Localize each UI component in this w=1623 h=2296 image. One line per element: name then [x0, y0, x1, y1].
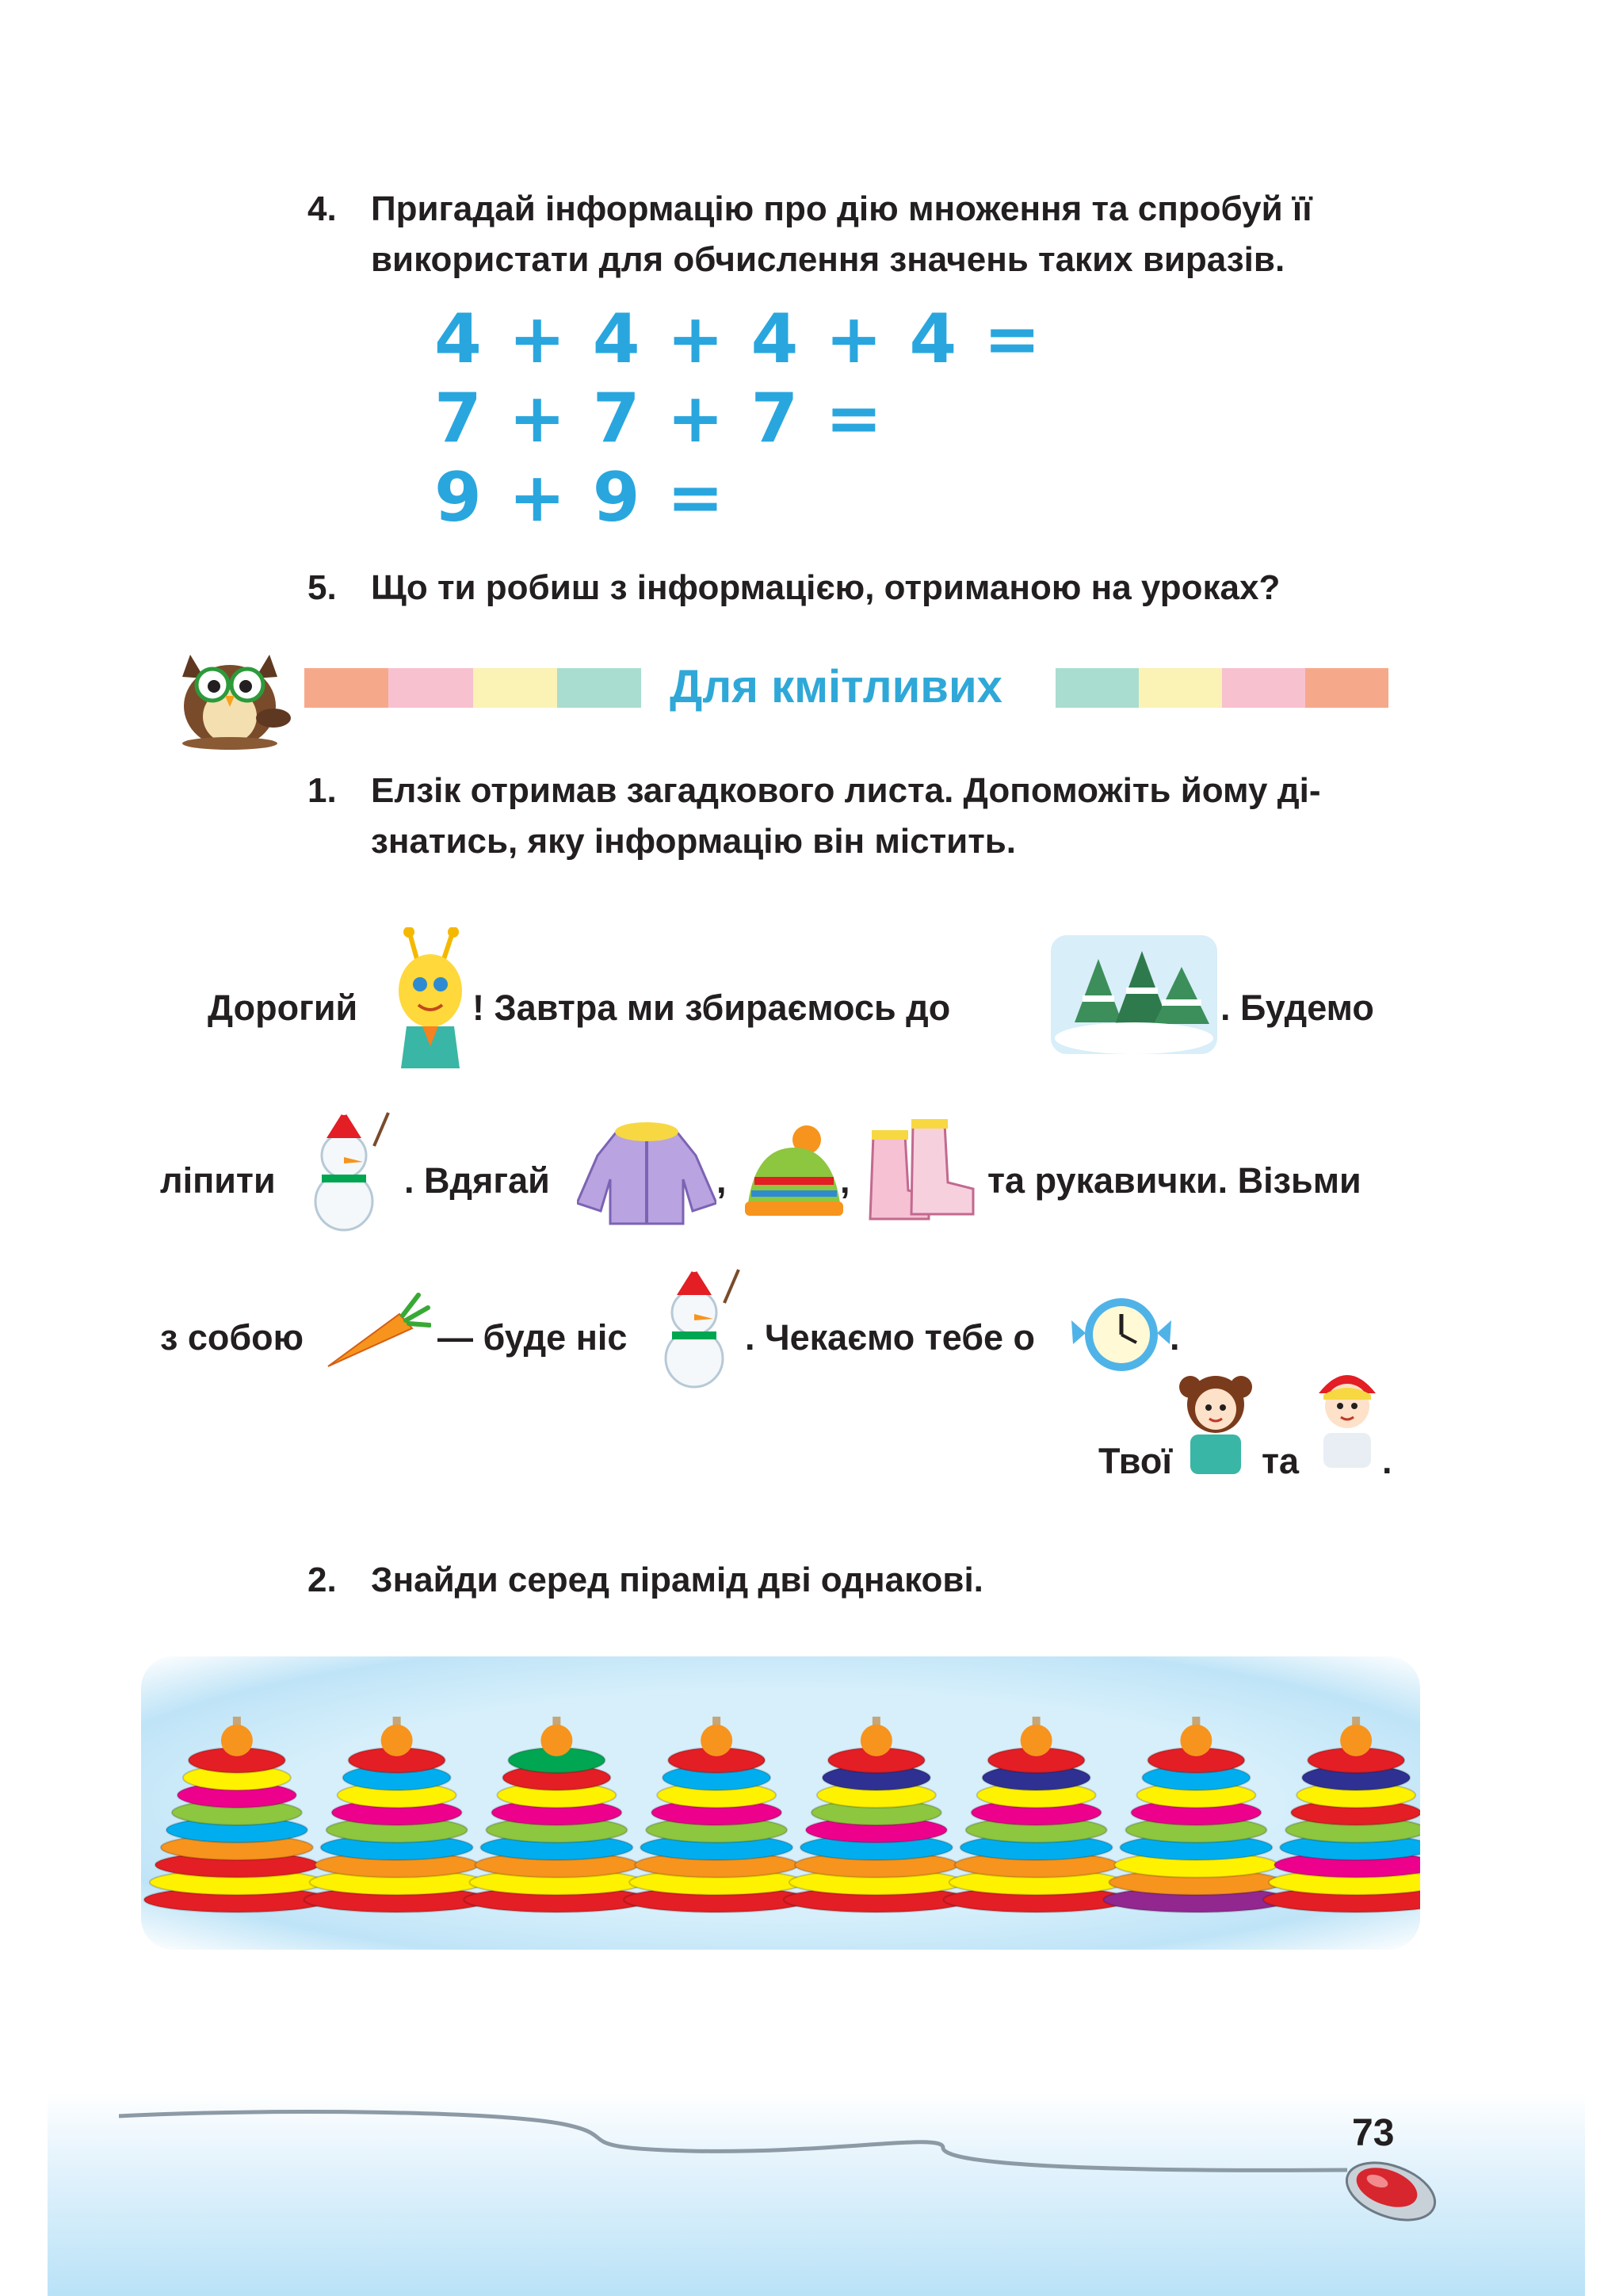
task-5-text — [307, 563, 1280, 613]
pyramid-knob — [381, 1725, 413, 1756]
puzzle-1-number: 1. — [307, 771, 337, 810]
pyramid-knob — [1021, 1725, 1052, 1756]
letter-word: . Будемо — [1220, 988, 1374, 1028]
puzzle-1-line-1: Елзік отримав загадкового листа. Допоможіть йому ді- — [371, 771, 1321, 810]
elzik-character-icon — [387, 927, 474, 1070]
girl-character-icon — [1176, 1363, 1255, 1474]
stripe-segment — [1305, 668, 1388, 708]
letter-word: та рукавички. Візьми — [987, 1160, 1361, 1201]
stripe-segment — [1056, 668, 1139, 708]
puzzle-2-text — [307, 1555, 983, 1606]
puzzle-2-question: Знайди серед пірамід дві однакові. — [371, 1561, 983, 1599]
stripe-segment — [304, 668, 388, 708]
task-5-number: 5. — [307, 568, 337, 607]
stripe-segment — [1139, 668, 1222, 708]
task-4-number: 4. — [307, 189, 337, 228]
task-4-line-1: Пригадай інформацію про дію множення та спробуй її — [371, 189, 1312, 228]
pyramid[interactable] — [464, 1717, 649, 1912]
pyramid-knob — [1340, 1725, 1372, 1756]
owl-icon — [158, 631, 301, 750]
letter-word: Твої — [1098, 1441, 1172, 1481]
letter-word: . — [1170, 1317, 1180, 1358]
pyramids-figure — [141, 1664, 1420, 1934]
pyramid[interactable] — [304, 1717, 490, 1912]
letter-word: ! Завтра ми збираємось до — [472, 988, 951, 1028]
boy-character-icon — [1308, 1357, 1387, 1468]
stripe-segment — [388, 668, 472, 708]
stripe-segment — [1222, 668, 1305, 708]
page-number: 73 — [1352, 2112, 1395, 2154]
pyramid[interactable] — [784, 1717, 969, 1912]
letter-word: — буде ніс — [437, 1317, 628, 1358]
heading-stripe-right — [1056, 668, 1388, 708]
letter-comma: , — [716, 1160, 727, 1201]
expression-2: 7 + 7 + 7 = — [434, 379, 884, 458]
pyramid-knob — [861, 1725, 892, 1756]
carrot-icon — [323, 1292, 431, 1371]
heading-stripe-left — [304, 668, 641, 708]
pyramid-knob — [701, 1725, 732, 1756]
letter-word: Дорогий — [208, 988, 358, 1028]
winter-jacket-icon — [577, 1116, 716, 1227]
task-4-line-2: використати для обчислення значень таких виразів. — [371, 240, 1285, 279]
task-5-question: Що ти робиш з інформацією, отриманою на уроках? — [371, 568, 1281, 607]
snowman-icon — [645, 1263, 748, 1390]
puzzle-2-number: 2. — [307, 1561, 337, 1599]
letter-word: з собою — [160, 1317, 304, 1358]
alarm-clock-icon — [1070, 1289, 1173, 1376]
mouse-cable — [119, 2092, 1426, 2179]
letter-comma: , — [840, 1160, 850, 1201]
stripe-segment — [557, 668, 641, 708]
computer-mouse-icon — [1339, 2156, 1442, 2227]
pyramid[interactable] — [1103, 1717, 1289, 1912]
stripe-segment — [473, 668, 557, 708]
pyramid[interactable] — [624, 1717, 809, 1912]
snowman-icon — [295, 1106, 398, 1233]
pyramid[interactable] — [144, 1717, 330, 1912]
section-title: Для кмітливих — [670, 661, 1002, 712]
knitted-hat-icon — [740, 1124, 848, 1219]
pyramid-knob — [1180, 1725, 1212, 1756]
expression-1: 4 + 4 + 4 + 4 = — [434, 300, 1043, 379]
puzzle-1-text — [307, 766, 1321, 816]
letter-word: . Чекаємо тебе о — [745, 1317, 1036, 1358]
puzzle-1-line-2: знатись, яку інформацію він містить. — [371, 822, 1017, 861]
pyramid[interactable] — [1263, 1717, 1420, 1912]
letter-word: ліпити — [160, 1160, 276, 1201]
winter-boots-icon — [865, 1119, 976, 1227]
task-4-text — [307, 184, 1312, 235]
pyramid[interactable] — [944, 1717, 1129, 1912]
letter-word: . Вдягай — [404, 1160, 550, 1201]
expression-3: 9 + 9 = — [434, 458, 726, 537]
pyramid-knob — [221, 1725, 253, 1756]
letter-word: . — [1382, 1441, 1392, 1481]
letter-word: та — [1262, 1441, 1300, 1481]
winter-forest-icon — [1051, 935, 1217, 1054]
pyramid-knob — [540, 1725, 572, 1756]
